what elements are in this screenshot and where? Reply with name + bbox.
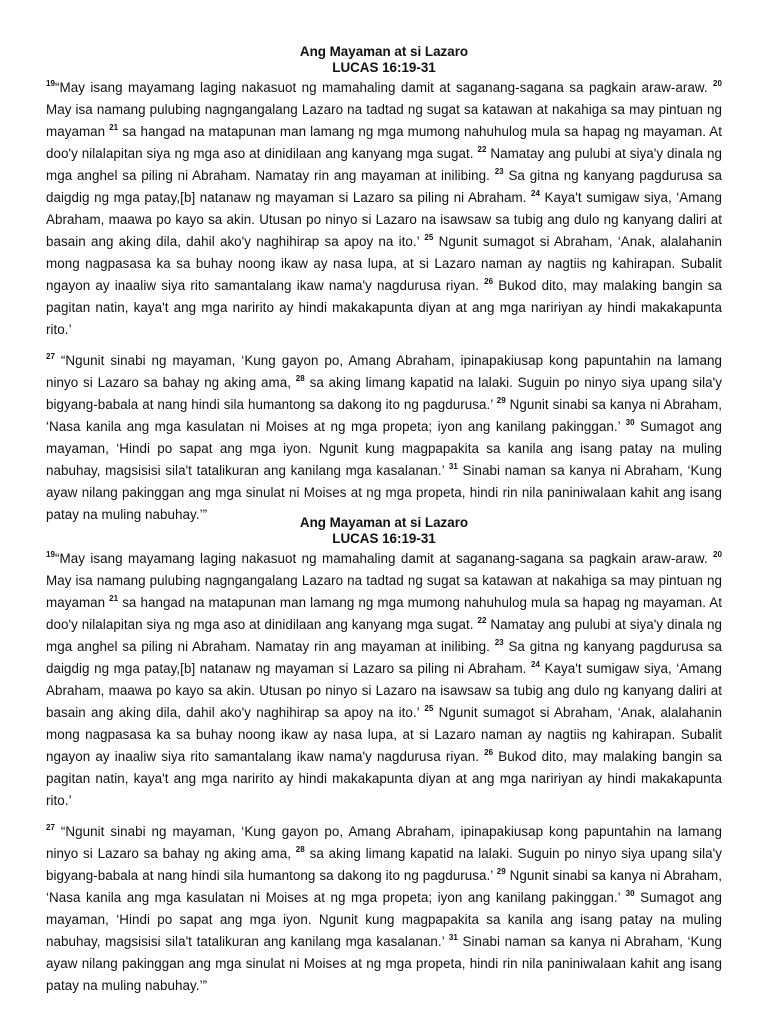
verse-number: 31: [448, 933, 458, 942]
verse-number: 20: [713, 79, 722, 88]
verse-text: Sa gitna ng kanyang pagdurusa sa daigdig ng mga patay,[b] natanaw ng mayaman si Lazaro sa piling ni Abraham.: [46, 639, 722, 676]
verse-number: 24: [530, 189, 540, 198]
verse-number: 29: [496, 396, 506, 405]
verse-text: “Ngunit sinabi ng mayaman, ‘Kung gayon po, Amang Abraham, ipinapakiusap kong papuntahin na lamang ninyo si Lazaro sa bahay ng aking ama,: [46, 824, 722, 861]
verse-number: 26: [484, 277, 494, 286]
verse-number: 19: [46, 550, 55, 559]
passage-title: Ang Mayaman at si Lazaro: [299, 44, 469, 59]
verse-number: 29: [496, 867, 506, 876]
verse-text: sa hangad na matapunan man lamang ng mga mumong nahuhulog mula sa hapag ng mayaman. At doo'y nilalapitan siya ng mga aso at dinidilaan ang kanyang mga sugat.: [46, 595, 722, 632]
verse-text: May isa namang pulubing nagngangalang Lazaro na tadtad ng sugat sa katawan at nakahiga sa may pintuan ng mayaman: [46, 573, 722, 610]
verse-number: 25: [424, 233, 434, 242]
verse-text: Sumagot ang mayaman, ‘Hindi po sapat ang mga iyon. Ngunit kung magpapakita sa kanila ang isang patay na muling nabuhay, magsisisi sila't tatalikuran ang kanilang mga kasalanan.’: [46, 890, 722, 949]
verse-text: Namatay ang pulubi at siya'y dinala ng mga anghel sa piling ni Abraham. Namatay rin ang mayaman at inilibing.: [46, 617, 722, 654]
verse-text: “May isang mayamang laging nakasuot ng mamahaling damit at saganang-sagana sa pagkain araw-araw.: [55, 80, 713, 95]
verse-text: “May isang mayamang laging nakasuot ng mamahaling damit at saganang-sagana sa pagkain araw-araw.: [55, 551, 713, 566]
verse-text: Ngunit sinabi sa kanya ni Abraham, ‘Nasa kanila ang mga kasulatan ni Moises at ng mga propeta; iyon ang kanilang pakinggan.’: [46, 868, 722, 905]
verse-text: Namatay ang pulubi at siya'y dinala ng mga anghel sa piling ni Abraham. Namatay rin ang mayaman at inilibing.: [46, 146, 722, 183]
verse-number: 28: [295, 845, 305, 854]
verse-number: 22: [477, 145, 487, 154]
verse-number: 26: [484, 748, 494, 757]
verse-text: sa aking limang kapatid na lalaki. Suguin po ninyo siya upang sila'y bigyang-babala at nang hindi sila humantong sa dakong ito ng pagdurusa.’: [46, 375, 722, 412]
verse-text: Bukod dito, may malaking bangin sa pagitan natin, kaya't ang mga naririto ay hindi makakapunta diyan at ang mga naririyan ay hindi makakapunta rito.’: [46, 278, 722, 337]
passage-section: [46, 515, 722, 997]
verse-number: 21: [109, 123, 119, 132]
passage-section: [46, 44, 722, 526]
verse-text: sa aking limang kapatid na lalaki. Suguin po ninyo siya upang sila'y bigyang-babala at nang hindi sila humantong sa dakong ito ng pagdurusa.’: [46, 846, 722, 883]
verse-text: Sa gitna ng kanyang pagdurusa sa daigdig ng mga patay,[b] natanaw ng mayaman si Lazaro sa piling ni Abraham.: [46, 168, 722, 205]
passage-paragraph: [46, 821, 722, 997]
verse-number: 25: [424, 704, 434, 713]
verse-number: 24: [530, 660, 540, 669]
verse-number: 27: [46, 823, 55, 832]
verse-number: 27: [46, 352, 55, 361]
verse-number: 23: [494, 638, 504, 647]
verse-text: Ngunit sumagot si Abraham, ‘Anak, alalahanin mong nagpasasa ka sa buhay noong ikaw ay nasa lupa, at si Lazaro naman ay nagtiis ng kahirapan. Subalit ngayon ay inaaliw siya rito samantalang ikaw nama'y nagdurusa riyan.: [46, 705, 722, 764]
verse-text: Sinabi naman sa kanya ni Abraham, ‘Kung ayaw nilang pakinggan ang mga sinulat ni Moises at ng mga propeta, hindi rin nila paniniwalaan kahit ang isang patay na muling nabuhay.’”: [46, 463, 722, 522]
verse-text: May isa namang pulubing nagngangalang Lazaro na tadtad ng sugat sa katawan at nakahiga sa may pintuan ng mayaman: [46, 102, 722, 139]
verse-text: Kaya't sumigaw siya, ‘Amang Abraham, maawa po kayo sa akin. Utusan po ninyo si Lazaro na isawsaw sa tubig ang dulo ng kanyang daliri at basain ang aking dila, dahil ako'y naghihirap sa apoy na ito.’: [46, 661, 722, 720]
verse-text: Kaya't sumigaw siya, ‘Amang Abraham, maawa po kayo sa akin. Utusan po ninyo si Lazaro na isawsaw sa tubig ang dulo ng kanyang daliri at basain ang aking dila, dahil ako'y naghihirap sa apoy na ito.’: [46, 190, 722, 249]
verse-number: 31: [448, 462, 458, 471]
verse-text: Ngunit sinabi sa kanya ni Abraham, ‘Nasa kanila ang mga kasulatan ni Moises at ng mga propeta; iyon ang kanilang pakinggan.’: [46, 397, 722, 434]
verse-number: 30: [625, 889, 635, 898]
verse-text: sa hangad na matapunan man lamang ng mga mumong nahuhulog mula sa hapag ng mayaman. At doo'y nilalapitan siya ng mga aso at dinidilaan ang kanyang mga sugat.: [46, 124, 722, 161]
verse-text: “Ngunit sinabi ng mayaman, ‘Kung gayon po, Amang Abraham, ipinapakiusap kong papuntahin na lamang ninyo si Lazaro sa bahay ng aking ama,: [46, 353, 722, 390]
passage-paragraph: [46, 548, 722, 812]
verse-number: 19: [46, 79, 55, 88]
verse-number: 21: [109, 594, 119, 603]
passage-paragraph: [46, 350, 722, 526]
verse-number: 23: [494, 167, 504, 176]
verse-text: Bukod dito, may malaking bangin sa pagitan natin, kaya't ang mga naririto ay hindi makakapunta diyan at ang mga naririyan ay hindi makakapunta rito.’: [46, 749, 722, 808]
verse-text: Sinabi naman sa kanya ni Abraham, ‘Kung ayaw nilang pakinggan ang mga sinulat ni Moises at ng mga propeta, hindi rin nila paniniwalaan kahit ang isang patay na muling nabuhay.’”: [46, 934, 722, 993]
passage-paragraph: [46, 77, 722, 341]
passage-title: Ang Mayaman at si Lazaro: [299, 515, 469, 530]
verse-text: Sumagot ang mayaman, ‘Hindi po sapat ang mga iyon. Ngunit kung magpapakita sa kanila ang isang patay na muling nabuhay, magsisisi sila't tatalikuran ang kanilang mga kasalanan.’: [46, 419, 722, 478]
verse-text: Ngunit sumagot si Abraham, ‘Anak, alalahanin mong nagpasasa ka sa buhay noong ikaw ay nasa lupa, at si Lazaro naman ay nagtiis ng kahirapan. Subalit ngayon ay inaaliw siya rito samantalang ikaw nama'y nagdurusa riyan.: [46, 234, 722, 293]
verse-number: 30: [625, 418, 635, 427]
verse-number: 28: [295, 374, 305, 383]
verse-number: 20: [713, 550, 722, 559]
scripture-reference: LUCAS 16:19-31: [332, 531, 436, 546]
verse-number: 22: [477, 616, 487, 625]
scripture-reference: LUCAS 16:19-31: [332, 60, 436, 75]
